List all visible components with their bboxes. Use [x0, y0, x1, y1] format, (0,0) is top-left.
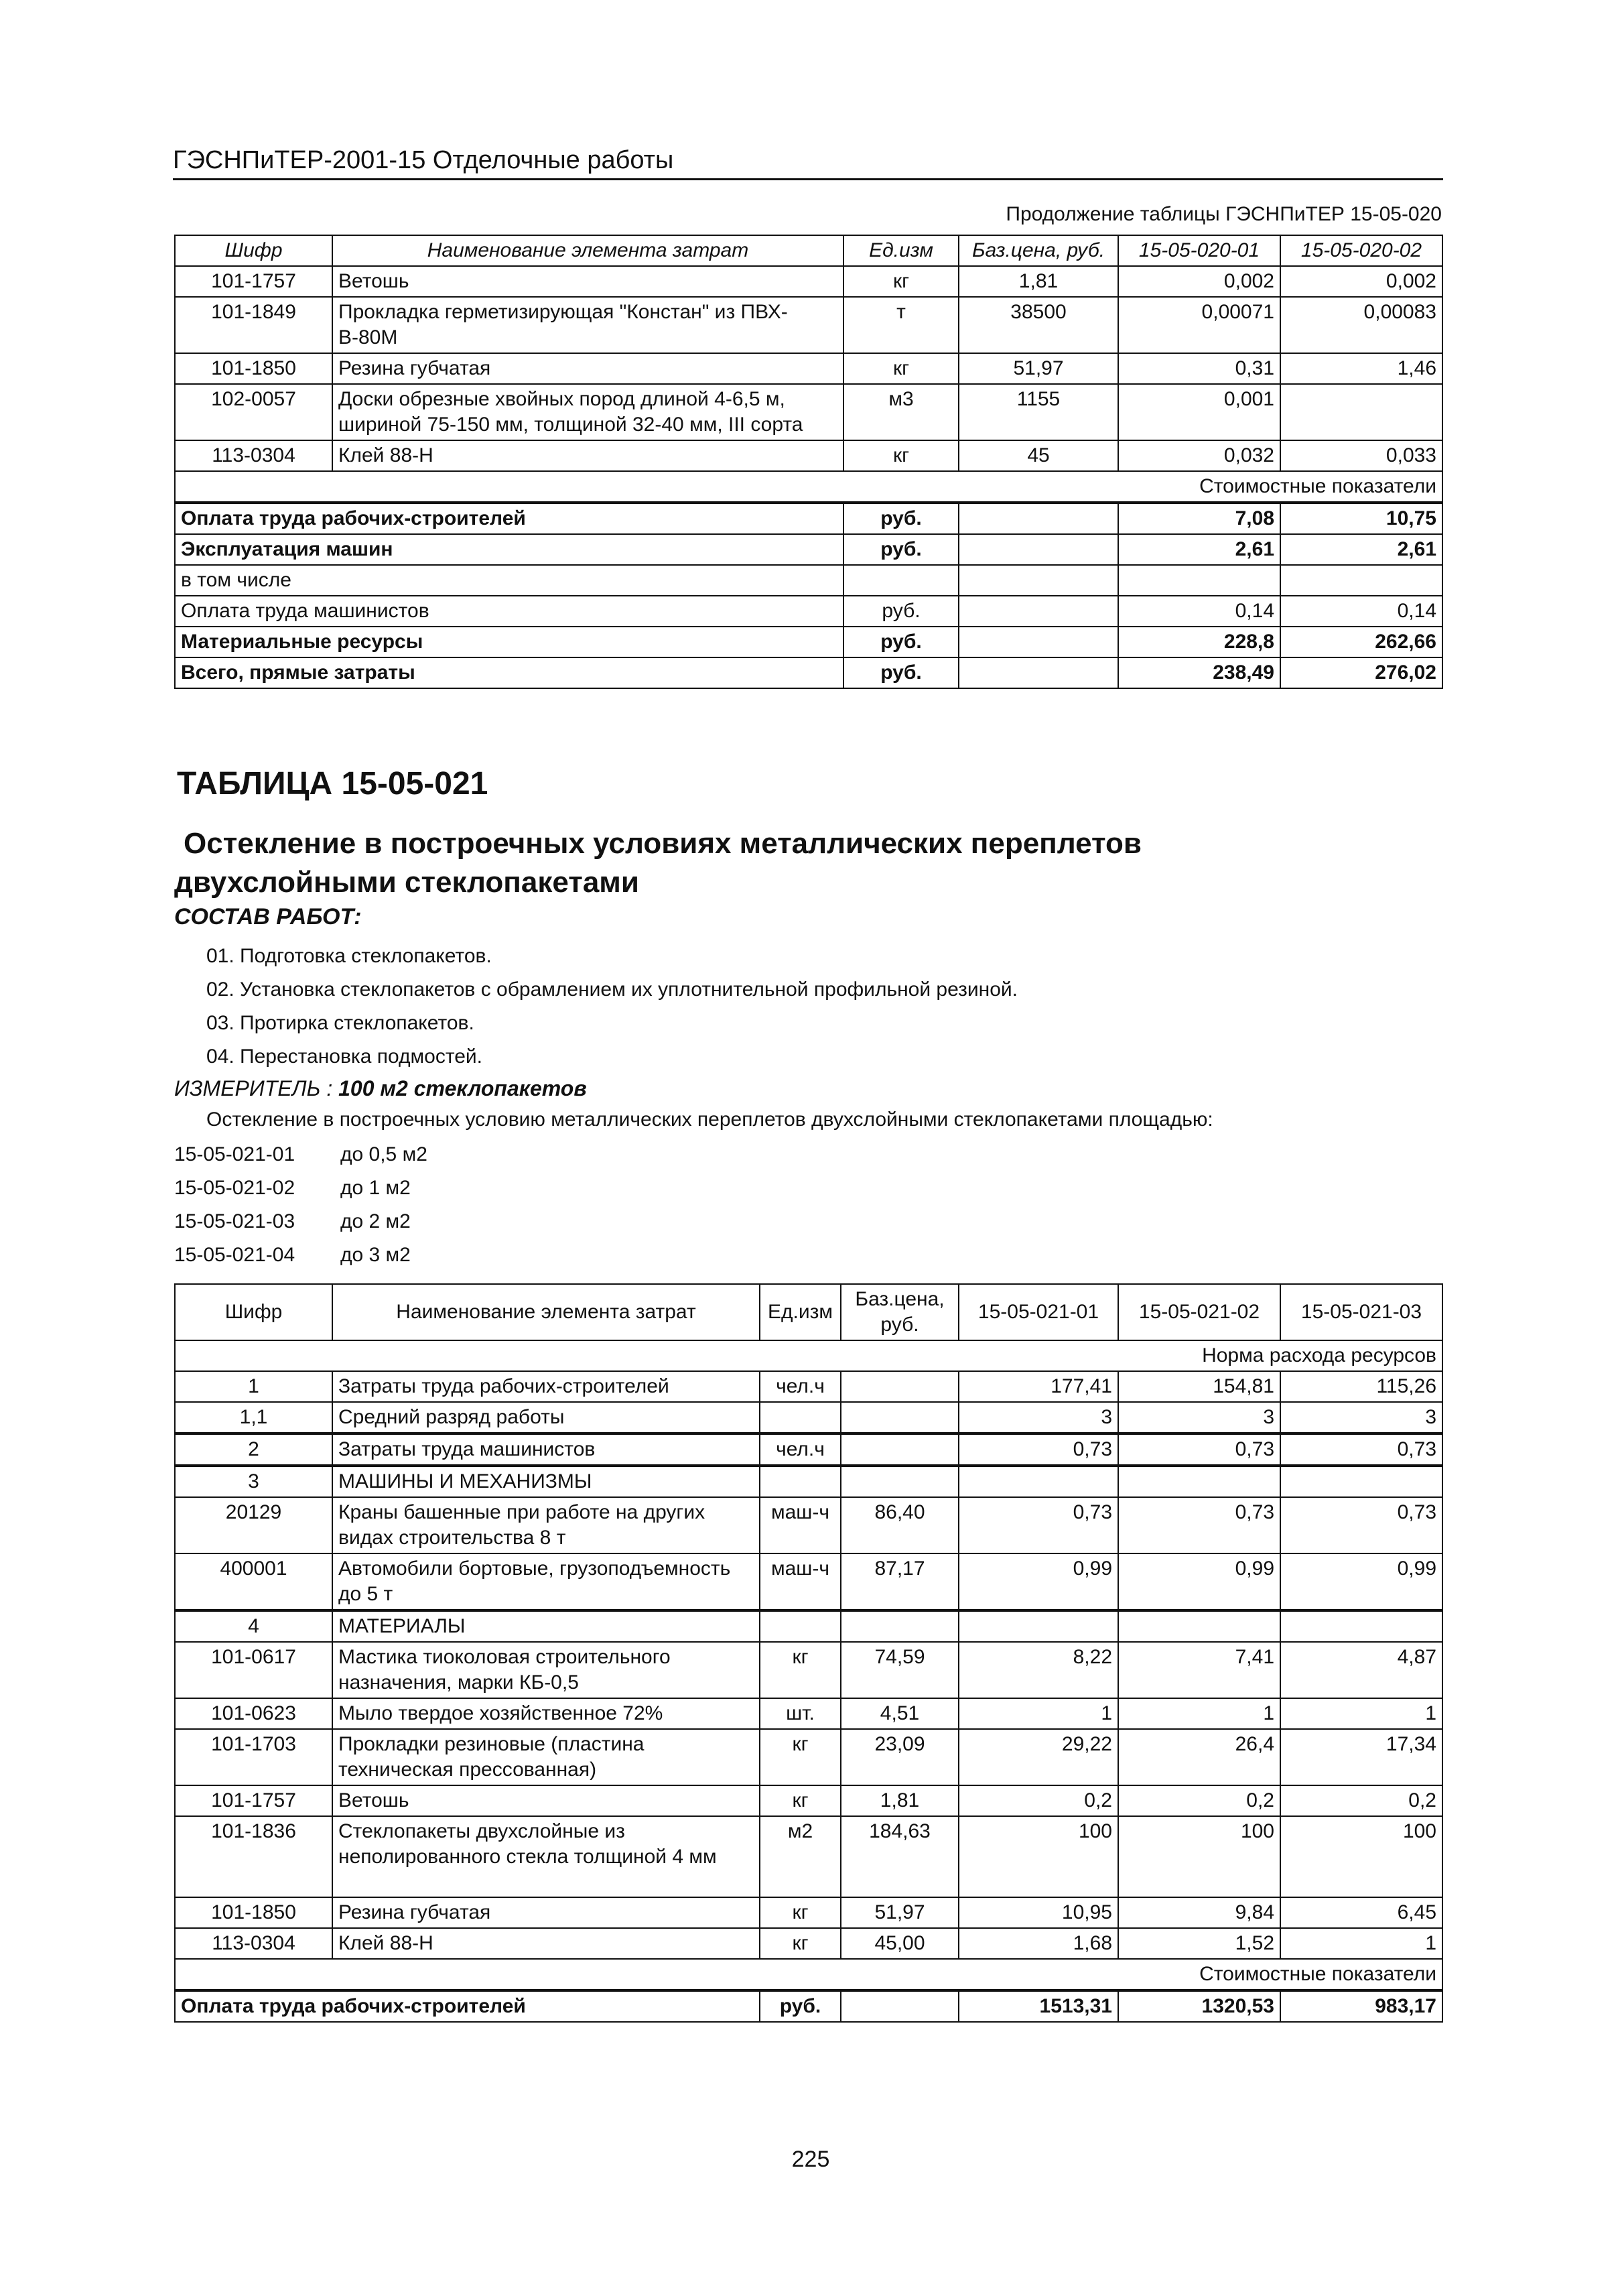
value-cell: 100: [1118, 1816, 1280, 1897]
value-cell: шт.: [760, 1698, 841, 1729]
cost-row: [175, 627, 1442, 657]
code-cell: 400001: [175, 1553, 332, 1610]
measure-label: ИЗМЕРИТЕЛЬ :: [174, 1076, 333, 1100]
value-cell: 0,73: [1280, 1433, 1442, 1466]
value-cell: 154,81: [1118, 1371, 1280, 1402]
column-header: 15-05-020-01: [1118, 235, 1280, 266]
value-cell: кг: [843, 266, 959, 297]
value-cell: маш-ч: [760, 1497, 841, 1553]
table-row: [175, 1466, 1442, 1497]
value-cell: 1,81: [841, 1785, 959, 1816]
name-cell: Затраты труда машинистов: [332, 1433, 760, 1466]
value-cell: чел.ч: [760, 1433, 841, 1466]
value-cell: 1: [1118, 1698, 1280, 1729]
section-row: [175, 1340, 1442, 1371]
code-cell: 1,1: [175, 1402, 332, 1433]
code-cell: 3: [175, 1466, 332, 1497]
code-cell: 4: [175, 1610, 332, 1642]
cost-cell: руб.: [843, 657, 959, 688]
value-cell: 177,41: [959, 1371, 1118, 1402]
work-step: 02. Установка стеклопакетов с обрамлением их уплотнительной профильной резиной.: [206, 978, 1018, 1001]
name-cell: МАТЕРИАЛЫ: [332, 1610, 760, 1642]
value-cell: [760, 1466, 841, 1497]
work-step: 04. Перестановка подмостей.: [206, 1045, 483, 1068]
cost-cell: [1118, 565, 1280, 596]
value-cell: м3: [843, 384, 959, 440]
cost-cell: [959, 565, 1118, 596]
column-header: Наименование элемента затрат: [332, 235, 843, 266]
value-cell: [760, 1610, 841, 1642]
value-cell: 1,68: [959, 1928, 1118, 1959]
column-header: 15-05-021-02: [1118, 1284, 1280, 1340]
value-cell: 0,2: [1118, 1785, 1280, 1816]
code-description: до 1 м2: [340, 1177, 411, 1199]
value-cell: кг: [843, 440, 959, 471]
name-cell: Клей 88-Н: [332, 440, 843, 471]
table-continuation-caption: Продолжение таблицы ГЭСНПиТЕР 15-05-020: [1006, 203, 1442, 225]
value-cell: 0,001: [1118, 384, 1280, 440]
value-cell: 0,2: [959, 1785, 1118, 1816]
cost-row: [175, 534, 1442, 565]
value-cell: [959, 1466, 1118, 1497]
code-cell: 101-1703: [175, 1729, 332, 1785]
value-cell: 0,73: [959, 1433, 1118, 1466]
table-row: [175, 1610, 1442, 1642]
table-row: [175, 353, 1442, 384]
cost-cell: [843, 565, 959, 596]
work-step: 03. Протирка стеклопакетов.: [206, 1012, 474, 1034]
value-cell: 0,032: [1118, 440, 1280, 471]
cost-cell: 0,14: [1118, 596, 1280, 627]
value-cell: 51,97: [959, 353, 1118, 384]
code-cell: 2: [175, 1433, 332, 1466]
code-cell: 101-1757: [175, 1785, 332, 1816]
value-cell: 0,73: [1280, 1497, 1442, 1553]
cost-label: Материальные ресурсы: [175, 627, 843, 657]
code-cell: 101-1849: [175, 297, 332, 353]
table-header-row: [175, 235, 1442, 266]
measure-value: 100 м2 стеклопакетов: [338, 1076, 587, 1100]
table-row: [175, 1642, 1442, 1698]
value-cell: 51,97: [841, 1897, 959, 1928]
cost-cell: 2,61: [1280, 534, 1442, 565]
code-cell: 113-0304: [175, 440, 332, 471]
value-cell: 86,40: [841, 1497, 959, 1553]
value-cell: 115,26: [1280, 1371, 1442, 1402]
value-cell: 1,52: [1118, 1928, 1280, 1959]
cost-cell: руб.: [843, 627, 959, 657]
cost-cell: руб.: [843, 596, 959, 627]
name-cell: Резина губчатая: [332, 353, 843, 384]
value-cell: 8,22: [959, 1642, 1118, 1698]
code-cell: 102-0057: [175, 384, 332, 440]
work-step: 01. Подготовка стеклопакетов.: [206, 945, 492, 967]
cost-label: Всего, прямые затраты: [175, 657, 843, 688]
cost-row: [175, 565, 1442, 596]
code-description: до 3 м2: [340, 1244, 411, 1266]
code-row: [174, 1238, 1442, 1272]
codes-list: [174, 1138, 1442, 1272]
column-header: Наименование элемента затрат: [332, 1284, 760, 1340]
cost-row: [175, 1990, 1442, 2022]
code-row: [174, 1138, 1442, 1171]
code-cell: 113-0304: [175, 1928, 332, 1959]
value-cell: 0,73: [1118, 1497, 1280, 1553]
column-header: Шифр: [175, 235, 332, 266]
value-cell: м2: [760, 1816, 841, 1897]
cost-cell: руб.: [843, 534, 959, 565]
value-cell: 0,73: [959, 1497, 1118, 1553]
table-row: [175, 1553, 1442, 1610]
cost-cell: 10,75: [1280, 503, 1442, 534]
value-cell: 0,31: [1118, 353, 1280, 384]
cost-cell: 276,02: [1280, 657, 1442, 688]
cost-cell: [959, 596, 1118, 627]
column-header: Шифр: [175, 1284, 332, 1340]
code-cell: 101-1850: [175, 1897, 332, 1928]
table-row: [175, 1698, 1442, 1729]
section-row: [175, 1959, 1442, 1990]
measure-unit: [174, 1074, 1442, 1103]
value-cell: кг: [760, 1897, 841, 1928]
name-cell: Краны башенные при работе на других видах строительства 8 т: [332, 1497, 760, 1553]
value-cell: 26,4: [1118, 1729, 1280, 1785]
cost-cell: [959, 627, 1118, 657]
resource-table-15-05-021: [174, 1283, 1443, 2023]
code-number: 15-05-021-02: [174, 1177, 295, 1199]
name-cell: Мыло твердое хозяйственное 72%: [332, 1698, 760, 1729]
code-row: [174, 1205, 1442, 1238]
cost-row: [175, 596, 1442, 627]
column-header: Баз.цена, руб.: [841, 1284, 959, 1340]
value-cell: [1280, 384, 1442, 440]
value-cell: 1,46: [1280, 353, 1442, 384]
cost-cell: [841, 1990, 959, 2022]
page-number: 225: [791, 2147, 830, 2172]
value-cell: кг: [760, 1729, 841, 1785]
value-cell: т: [843, 297, 959, 353]
table-row: [175, 1928, 1442, 1959]
table-title-line2: двухслойными стеклопакетами: [174, 866, 639, 899]
cost-cell: руб.: [760, 1990, 841, 2022]
value-cell: 100: [1280, 1816, 1442, 1897]
section-label: Стоимостные показатели: [175, 1959, 1442, 1990]
code-cell: 101-1850: [175, 353, 332, 384]
cost-label: Оплата труда машинистов: [175, 596, 843, 627]
column-header: Ед.изм: [760, 1284, 841, 1340]
code-number: 15-05-021-03: [174, 1210, 295, 1232]
value-cell: 38500: [959, 297, 1118, 353]
value-cell: [841, 1610, 959, 1642]
value-cell: 87,17: [841, 1553, 959, 1610]
cost-cell: 2,61: [1118, 534, 1280, 565]
cost-label: Оплата труда рабочих-строителей: [175, 1990, 760, 2022]
value-cell: 0,00071: [1118, 297, 1280, 353]
value-cell: 0,99: [959, 1553, 1118, 1610]
cost-cell: [1280, 565, 1442, 596]
value-cell: 0,00083: [1280, 297, 1442, 353]
table-title: [174, 824, 1323, 902]
name-cell: Стеклопакеты двухслойные из неполированного стекла толщиной 4 мм: [332, 1816, 760, 1897]
column-header: 15-05-021-03: [1280, 1284, 1442, 1340]
name-cell: Автомобили бортовые, грузоподъемность до 5 т: [332, 1553, 760, 1610]
value-cell: маш-ч: [760, 1553, 841, 1610]
name-cell: Прокладка герметизирующая "Констан" из ПВХ-В-80М: [332, 297, 843, 353]
code-cell: 1: [175, 1371, 332, 1402]
table-row: [175, 1729, 1442, 1785]
table-title-line1: Остекление в построечных условиях металлических переплетов: [184, 827, 1142, 860]
name-cell: Ветошь: [332, 266, 843, 297]
table-row: [175, 1371, 1442, 1402]
value-cell: 9,84: [1118, 1897, 1280, 1928]
name-cell: Затраты труда рабочих-строителей: [332, 1371, 760, 1402]
name-cell: Средний разряд работы: [332, 1402, 760, 1433]
cost-cell: 7,08: [1118, 503, 1280, 534]
work-composition-heading: СОСТАВ РАБОТ:: [174, 904, 362, 930]
value-cell: 1: [1280, 1928, 1442, 1959]
table-row: [175, 1785, 1442, 1816]
value-cell: 184,63: [841, 1816, 959, 1897]
cost-row: [175, 503, 1442, 534]
name-cell: Резина губчатая: [332, 1897, 760, 1928]
value-cell: 1: [959, 1698, 1118, 1729]
value-cell: [841, 1402, 959, 1433]
cost-cell: [959, 534, 1118, 565]
value-cell: 7,41: [1118, 1642, 1280, 1698]
table-row: [175, 384, 1442, 440]
value-cell: [959, 1610, 1118, 1642]
code-cell: 101-0617: [175, 1642, 332, 1698]
table-row: [175, 1816, 1442, 1897]
value-cell: 4,51: [841, 1698, 959, 1729]
column-header: Баз.цена, руб.: [959, 235, 1118, 266]
value-cell: 3: [1118, 1402, 1280, 1433]
code-cell: 101-0623: [175, 1698, 332, 1729]
name-cell: Мастика тиоколовая строительного назначения, марки КБ-0,5: [332, 1642, 760, 1698]
work-steps-list: [174, 940, 1442, 1074]
section-label: Стоимостные показатели: [175, 471, 1442, 503]
value-cell: 29,22: [959, 1729, 1118, 1785]
value-cell: [1118, 1466, 1280, 1497]
running-header: ГЭСНПиТЕР-2001-15 Отделочные работы: [173, 143, 1443, 180]
table-header-row: [175, 1284, 1442, 1340]
table-row: [175, 440, 1442, 471]
value-cell: 10,95: [959, 1897, 1118, 1928]
value-cell: 4,87: [1280, 1642, 1442, 1698]
code-cell: 20129: [175, 1497, 332, 1553]
value-cell: 0,2: [1280, 1785, 1442, 1816]
code-description: до 2 м2: [340, 1210, 411, 1232]
codes-intro: Остекление в построечных условию металлических переплетов двухслойными стеклопакетами площадью:: [206, 1108, 1213, 1131]
value-cell: [1118, 1610, 1280, 1642]
code-cell: 101-1836: [175, 1816, 332, 1897]
value-cell: [841, 1466, 959, 1497]
cost-cell: [959, 503, 1118, 534]
code-row: [174, 1171, 1442, 1205]
column-header: Ед.изм: [843, 235, 959, 266]
value-cell: кг: [760, 1785, 841, 1816]
name-cell: Доски обрезные хвойных пород длиной 4-6,5 м, шириной 75-150 мм, толщиной 32-40 мм, III сорта: [332, 384, 843, 440]
value-cell: 23,09: [841, 1729, 959, 1785]
value-cell: кг: [760, 1642, 841, 1698]
cost-label: Эксплуатация машин: [175, 534, 843, 565]
value-cell: [760, 1402, 841, 1433]
value-cell: [1280, 1610, 1442, 1642]
cost-cell: руб.: [843, 503, 959, 534]
code-number: 15-05-021-04: [174, 1244, 295, 1266]
value-cell: кг: [760, 1928, 841, 1959]
value-cell: чел.ч: [760, 1371, 841, 1402]
cost-cell: [959, 657, 1118, 688]
value-cell: 0,73: [1118, 1433, 1280, 1466]
value-cell: 6,45: [1280, 1897, 1442, 1928]
value-cell: 1,81: [959, 266, 1118, 297]
code-cell: 101-1757: [175, 266, 332, 297]
column-header: 15-05-020-02: [1280, 235, 1442, 266]
name-cell: МАШИНЫ И МЕХАНИЗМЫ: [332, 1466, 760, 1497]
name-cell: Клей 88-Н: [332, 1928, 760, 1959]
name-cell: Прокладки резиновые (пластина техническая прессованная): [332, 1729, 760, 1785]
value-cell: 1155: [959, 384, 1118, 440]
table-row: [175, 1402, 1442, 1433]
value-cell: 45: [959, 440, 1118, 471]
cost-cell: 1320,53: [1118, 1990, 1280, 2022]
cost-label: в том числе: [175, 565, 843, 596]
table-row: [175, 1433, 1442, 1466]
value-cell: кг: [843, 353, 959, 384]
cost-cell: 1513,31: [959, 1990, 1118, 2022]
value-cell: 45,00: [841, 1928, 959, 1959]
value-cell: 74,59: [841, 1642, 959, 1698]
code-description: до 0,5 м2: [340, 1143, 427, 1165]
cost-cell: 238,49: [1118, 657, 1280, 688]
table-row: [175, 1497, 1442, 1553]
value-cell: [841, 1433, 959, 1466]
cost-row: [175, 657, 1442, 688]
value-cell: 0,002: [1118, 266, 1280, 297]
table-row: [175, 297, 1442, 353]
value-cell: [841, 1371, 959, 1402]
table-row: [175, 266, 1442, 297]
resource-table-15-05-020: [174, 235, 1443, 689]
cost-cell: 0,14: [1280, 596, 1442, 627]
section-row: [175, 471, 1442, 503]
column-header: 15-05-021-01: [959, 1284, 1118, 1340]
value-cell: 0,99: [1118, 1553, 1280, 1610]
cost-label: Оплата труда рабочих-строителей: [175, 503, 843, 534]
cost-cell: 262,66: [1280, 627, 1442, 657]
table-15-05-021-section: [174, 764, 1442, 1272]
value-cell: 17,34: [1280, 1729, 1442, 1785]
cost-cell: 228,8: [1118, 627, 1280, 657]
value-cell: 3: [959, 1402, 1118, 1433]
cost-cell: 983,17: [1280, 1990, 1442, 2022]
value-cell: 0,002: [1280, 266, 1442, 297]
section-label: Норма расхода ресурсов: [175, 1340, 1442, 1371]
value-cell: [1280, 1466, 1442, 1497]
table-row: [175, 1897, 1442, 1928]
value-cell: 0,99: [1280, 1553, 1442, 1610]
value-cell: 0,033: [1280, 440, 1442, 471]
value-cell: 3: [1280, 1402, 1442, 1433]
name-cell: Ветошь: [332, 1785, 760, 1816]
code-number: 15-05-021-01: [174, 1143, 295, 1165]
value-cell: 100: [959, 1816, 1118, 1897]
value-cell: 1: [1280, 1698, 1442, 1729]
table-number-heading: ТАБЛИЦА 15-05-021: [177, 766, 488, 802]
